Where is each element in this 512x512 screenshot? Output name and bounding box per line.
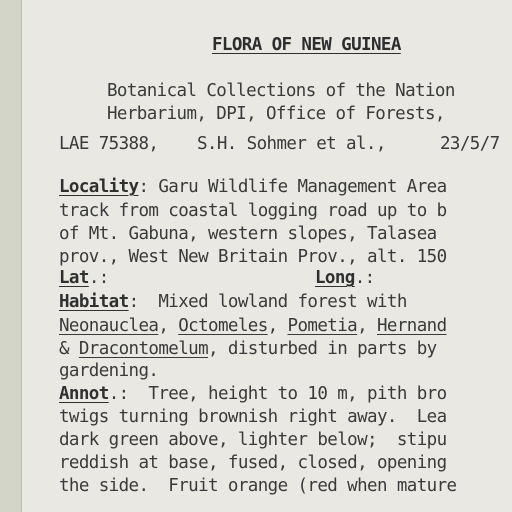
annotation-heading: Annot <box>59 384 109 404</box>
habitat-line-1 <box>59 292 407 312</box>
genus-dracontomelum: Dracontomelum <box>78 339 209 359</box>
habitat-sep-3: , <box>357 316 377 336</box>
herbarium-label <box>22 0 512 512</box>
locality-colon: : <box>138 177 149 197</box>
habitat-heading: Habitat <box>59 292 129 312</box>
latitude-suffix: .: <box>88 268 109 288</box>
collector-name: S.H. Sohmer et al., <box>197 134 386 154</box>
habitat-sep-2: , <box>267 316 288 336</box>
latitude-field <box>59 268 109 288</box>
collection-date: 23/5/7 <box>440 134 500 154</box>
genus-pometia: Pometia <box>287 316 358 336</box>
genus-octomeles: Octomeles <box>178 316 268 336</box>
label-title: FLORA OF NEW GUINEA <box>212 35 401 55</box>
habitat-line-2 <box>59 316 447 336</box>
mount-edge <box>0 0 22 512</box>
habitat-line-4: gardening. <box>59 361 159 381</box>
annotation-suffix: .: <box>108 384 129 404</box>
habitat-sep-1: , <box>158 316 179 336</box>
genus-hernandia: Hernand <box>376 316 447 336</box>
annotation-text-1: Tree, height to 10 m, pith bro <box>128 384 447 404</box>
annotation-line-1 <box>59 384 447 404</box>
habitat-text-3: , disturbed in parts by <box>208 339 437 359</box>
habitat-line-3 <box>59 339 437 359</box>
longitude-heading: Long <box>315 268 355 288</box>
locality-line-4: prov., West New Britain Prov., alt. 150 <box>59 247 447 267</box>
habitat-text-1: : Mixed lowland forest with <box>128 292 407 312</box>
institution-line-2: Herbarium, DPI, Office of Forests, <box>107 104 445 124</box>
collection-number: LAE 75388, <box>59 134 159 154</box>
latitude-heading: Lat <box>59 268 89 288</box>
locality-line-2: track from coastal logging road up to b <box>59 201 447 221</box>
locality-line-3: of Mt. Gabuna, western slopes, Talasea <box>59 224 437 244</box>
longitude-suffix: .: <box>354 268 375 288</box>
locality-heading: Locality <box>59 177 139 197</box>
habitat-ampersand: & <box>59 339 79 359</box>
longitude-field <box>315 268 375 288</box>
locality-text-1: Garu Wildlife Management Area <box>148 177 447 197</box>
annotation-line-3: dark green above, lighter below; stipu <box>59 430 447 450</box>
annotation-line-2: twigs turning brownish right away. Lea <box>59 407 447 427</box>
genus-neonauclea: Neonauclea <box>59 316 159 336</box>
annotation-line-5: the side. Fruit orange (red when mature <box>59 476 457 496</box>
locality-line-1 <box>59 177 447 197</box>
institution-line-1: Botanical Collections of the Nation <box>107 81 455 101</box>
annotation-line-4: reddish at base, fused, closed, opening <box>59 453 447 473</box>
